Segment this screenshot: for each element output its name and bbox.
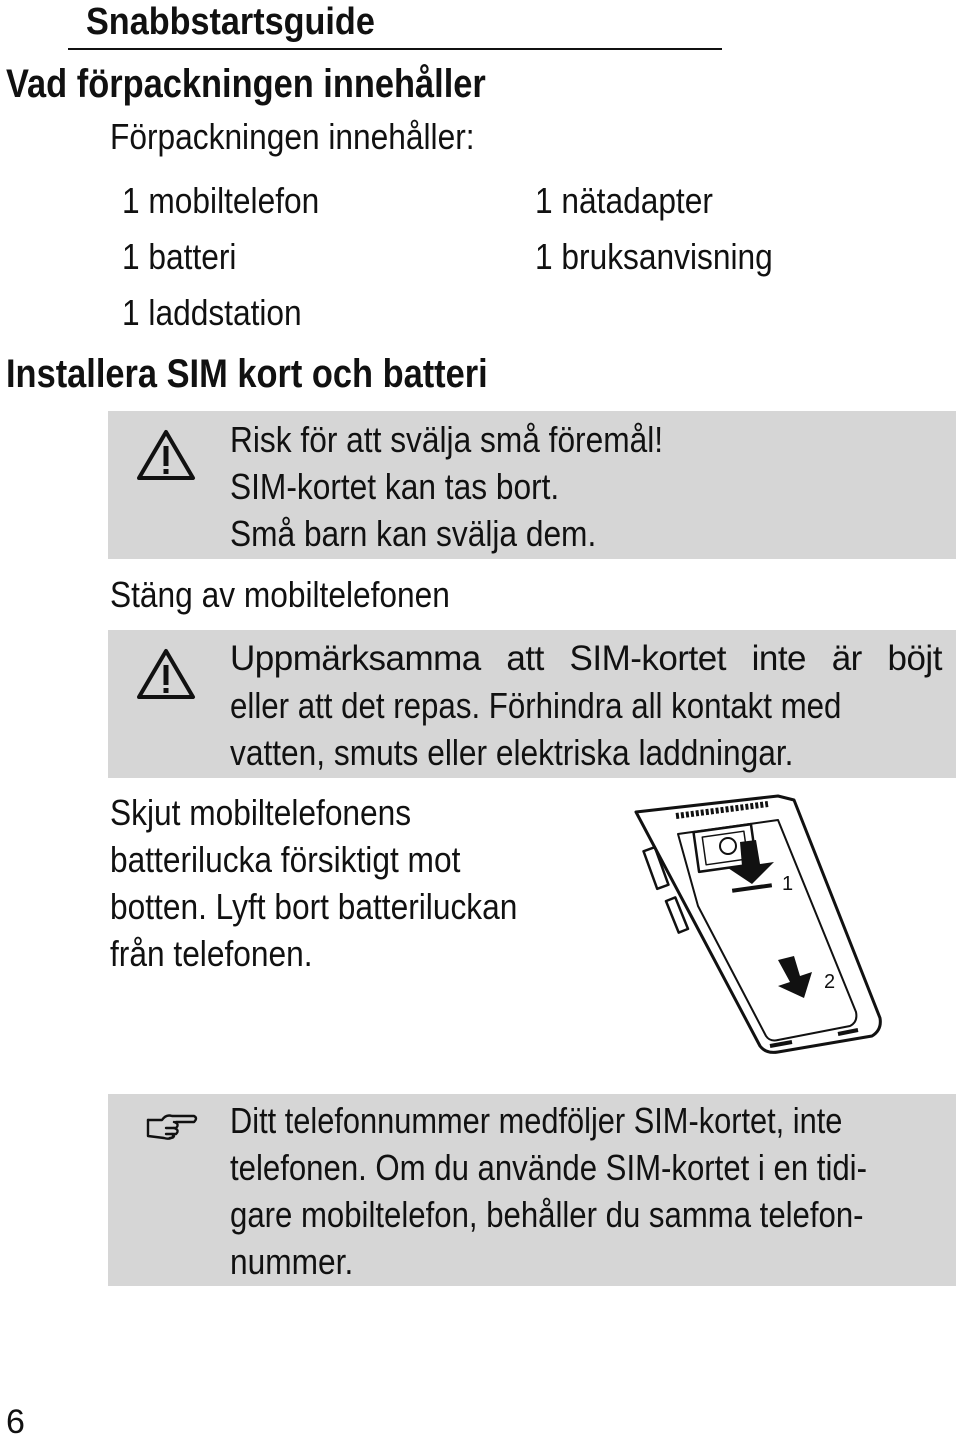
warning-triangle-icon — [136, 648, 196, 700]
step-battery-cover: Skjut mobiltelefonens — [110, 792, 412, 833]
warning-line: SIM-kortet kan tas bort. — [230, 466, 560, 507]
note-box-phone-number — [108, 1094, 956, 1286]
warning-line: Risk för att svälja små föremål! — [230, 419, 664, 460]
contents-heading: Vad förpackningen innehåller — [6, 62, 486, 106]
phone-battery-cover-illustration — [628, 790, 888, 1058]
warning-line-justified — [230, 636, 942, 682]
word: att — [506, 639, 544, 678]
list-item: 1 mobiltelefon — [122, 180, 320, 221]
warning-triangle-icon — [136, 429, 196, 481]
step-battery-cover: batterilucka försiktigt mot — [110, 839, 461, 880]
list-item: 1 nätadapter — [535, 180, 713, 221]
note-line: telefonen. Om du använde SIM-kortet i en tidi- — [230, 1147, 867, 1188]
step-power-off: Stäng av mobiltelefonen — [110, 574, 450, 615]
figure-label-1: 1 — [782, 873, 794, 895]
contents-intro: Förpackningen innehåller: — [110, 116, 475, 157]
page-number: 6 — [6, 1403, 25, 1441]
step-battery-cover: botten. Lyft bort batteriluckan — [110, 886, 518, 927]
note-line: nummer. — [230, 1241, 354, 1282]
list-item: 1 bruksanvisning — [535, 236, 773, 277]
list-item: 1 batteri — [122, 236, 237, 277]
list-item: 1 laddstation — [122, 292, 302, 333]
note-line: gare mobiltelefon, behåller du samma telefon- — [230, 1194, 864, 1235]
title-underline — [68, 48, 722, 50]
warning-line: Små barn kan svälja dem. — [230, 513, 597, 554]
warning-line: vatten, smuts eller elektriska laddningar. — [230, 732, 794, 773]
warning-box-sim-care — [108, 630, 956, 778]
word: SIM-kortet — [569, 639, 726, 678]
word: är — [831, 639, 862, 678]
word: inte — [751, 639, 807, 678]
step-battery-cover: från telefonen. — [110, 933, 313, 974]
install-heading: Installera SIM kort och batteri — [6, 352, 488, 396]
warning-line: eller att det repas. Förhindra all kontakt med — [230, 685, 842, 726]
pointing-hand-icon — [144, 1110, 200, 1142]
guide-title: Snabbstartsguide — [86, 1, 375, 43]
warning-box-choking — [108, 411, 956, 559]
word: böjt — [887, 639, 942, 678]
note-line: Ditt telefonnummer medföljer SIM-kortet, inte — [230, 1100, 843, 1141]
word: Uppmärksamma — [230, 639, 481, 678]
figure-label-2: 2 — [824, 971, 836, 993]
